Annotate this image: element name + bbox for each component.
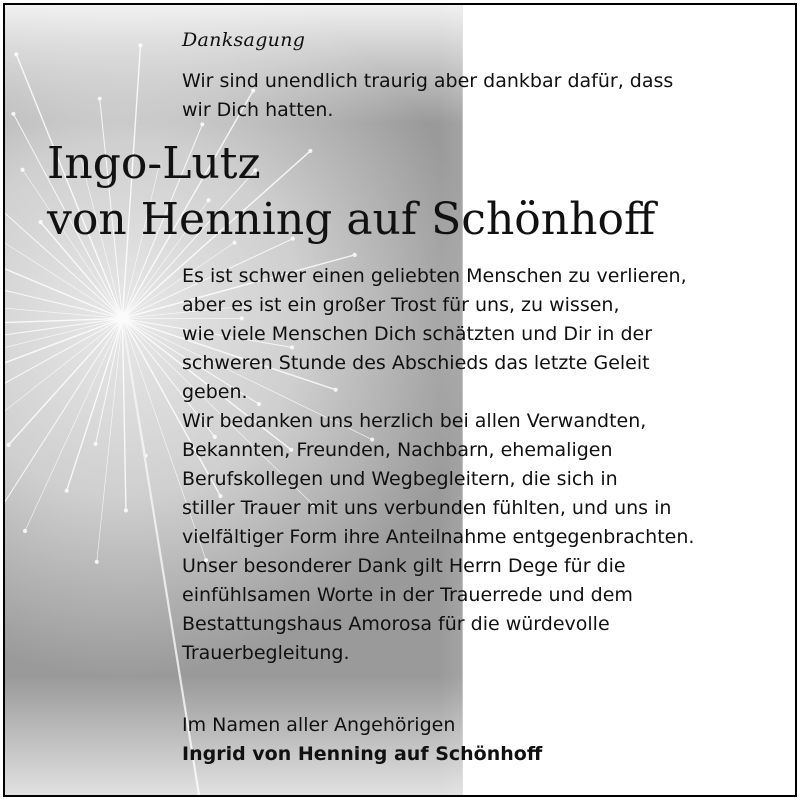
body-line: Wir bedanken uns herzlich bei allen Verwandten, [182, 410, 647, 432]
body-line: geben. [182, 381, 248, 403]
body-line: Berufskollegen und Wegbegleitern, die sich in [182, 468, 618, 490]
obituary-notice [3, 3, 797, 797]
body-line: Unser besonderer Dank gilt Herrn Dege für die [182, 555, 626, 577]
body-line: wie viele Menschen Dich schätzten und Dir in der [182, 323, 653, 345]
body-text [182, 262, 782, 668]
name-second-line: von Henning auf Schönhoff [47, 194, 656, 245]
name-first-line: Ingo-Lutz [47, 138, 261, 189]
intro-line: wir Dich hatten. [182, 99, 334, 121]
body-line: Es ist schwer einen geliebten Menschen zu verlieren, [182, 265, 687, 287]
intro-text [182, 67, 702, 125]
body-line: vielfältiger Form ihre Anteilnahme entgegenbrachten. [182, 526, 695, 548]
body-line: aber es ist ein großer Trost für uns, zu wissen, [182, 294, 620, 316]
heading-danksagung: Danksagung [182, 29, 306, 51]
body-line: schweren Stunde des Abschieds das letzte Geleit [182, 352, 650, 374]
closing-block [182, 711, 542, 769]
body-line: einfühlsamen Worte in der Trauerrede und dem [182, 584, 633, 606]
body-line: Bestattungshaus Amorosa für die würdevolle [182, 613, 610, 635]
intro-line: Wir sind unendlich traurig aber dankbar dafür, dass [182, 70, 674, 92]
body-line: stiller Trauer mit uns verbunden fühlten, und uns in [182, 497, 672, 519]
body-line: Trauerbegleitung. [182, 642, 350, 664]
body-line: Bekannten, Freunden, Nachbarn, ehemaligen [182, 439, 613, 461]
deceased-name [47, 136, 655, 248]
closing-line: Im Namen aller Angehörigen [182, 714, 456, 736]
signature: Ingrid von Henning auf Schönhoff [182, 743, 543, 765]
